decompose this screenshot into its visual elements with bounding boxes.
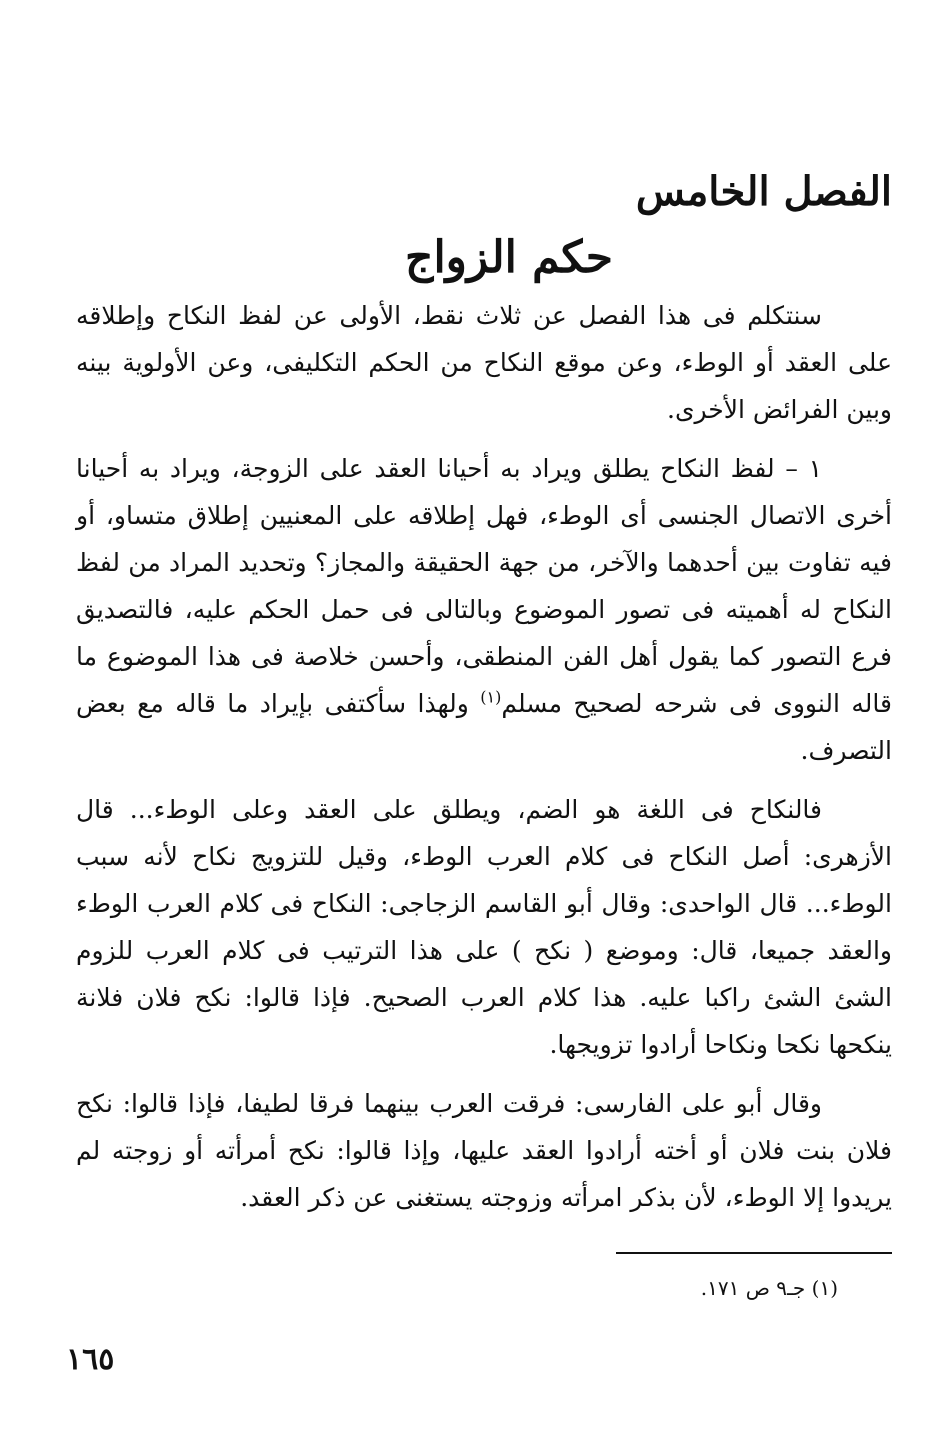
paragraph-linguistic: فالنكاح فى اللغة هو الضم، ويطلق على العقد وعلى الوطء... قال الأزهرى: أصل النكاح فى كلام العرب الوطء، وقيل للتزويج نكاح لأنه سبب الوطء... قال الواحدى: وقال أبو القاسم الزجاجى: النكاح فى كلام العرب الوطء والعقد جميعا، قال: وموضع ( نكح ) على هذا الترتيب فى كلام العرب للزوم الشئ الشئ راكبا عليه. هذا كلام العرب الصحيح. فإذا قالوا: نكح فلان فلانة ينكحها نكحا ونكاحا أرادوا تزويجها.	[76, 795, 892, 1059]
page-number: ١٦٥	[66, 1342, 115, 1377]
paragraph-point-one	[76, 445, 892, 774]
footnote-divider	[616, 1252, 892, 1254]
paragraph-point-one-tail: ولهذا سأكتفى بإيراد ما قاله مع بعض التصرف.	[76, 689, 892, 765]
footnote-reference: (١)	[480, 687, 502, 707]
chapter-title: حكم الزواج	[405, 232, 613, 283]
body-text	[76, 292, 892, 1233]
footnote: (١) جـ٩ ص ١٧١.	[700, 1276, 838, 1300]
paragraph-farisi: وقال أبو على الفارسى: فرقت العرب بينهما فرقا لطيفا، فإذا قالوا: نكح فلان بنت فلان أو أخته أرادوا العقد عليها، وإذا قالوا: نكح أمرأته أو زوجته لم يريدوا إلا الوطء، لأن بذكر امرأته وزوجته يستغنى عن ذكر العقد.	[76, 1089, 892, 1212]
chapter-label: الفصل الخامس	[635, 168, 892, 215]
paragraph-intro: سنتكلم فى هذا الفصل عن ثلاث نقط، الأولى عن لفظ النكاح وإطلاقه على العقد أو الوطء، وعن موقع النكاح من الحكم التكليفى، وعن الأولوية بينه وبين الفرائض الأخرى.	[76, 301, 892, 424]
paragraph-point-one-text: ١ – لفظ النكاح يطلق ويراد به أحيانا العقد على الزوجة، ويراد به أحيانا أخرى الاتصال الجنسى أى الوطء، فهل إطلاقه على المعنيين إطلاق متساو، أو فيه تفاوت بين أحدهما والآخر، من جهة الحقيقة والمجاز؟ وتحديد المراد من لفظ النكاح له أهميته فى تصور الموضوع وبالتالى فى حمل الحكم عليه، فالتصديق فرع التصور كما يقول أهل الفن المنطقى، وأحسن خلاصة فى هذا الموضوع ما قاله النووى فى شرحه لصحيح مسلم	[76, 454, 892, 718]
